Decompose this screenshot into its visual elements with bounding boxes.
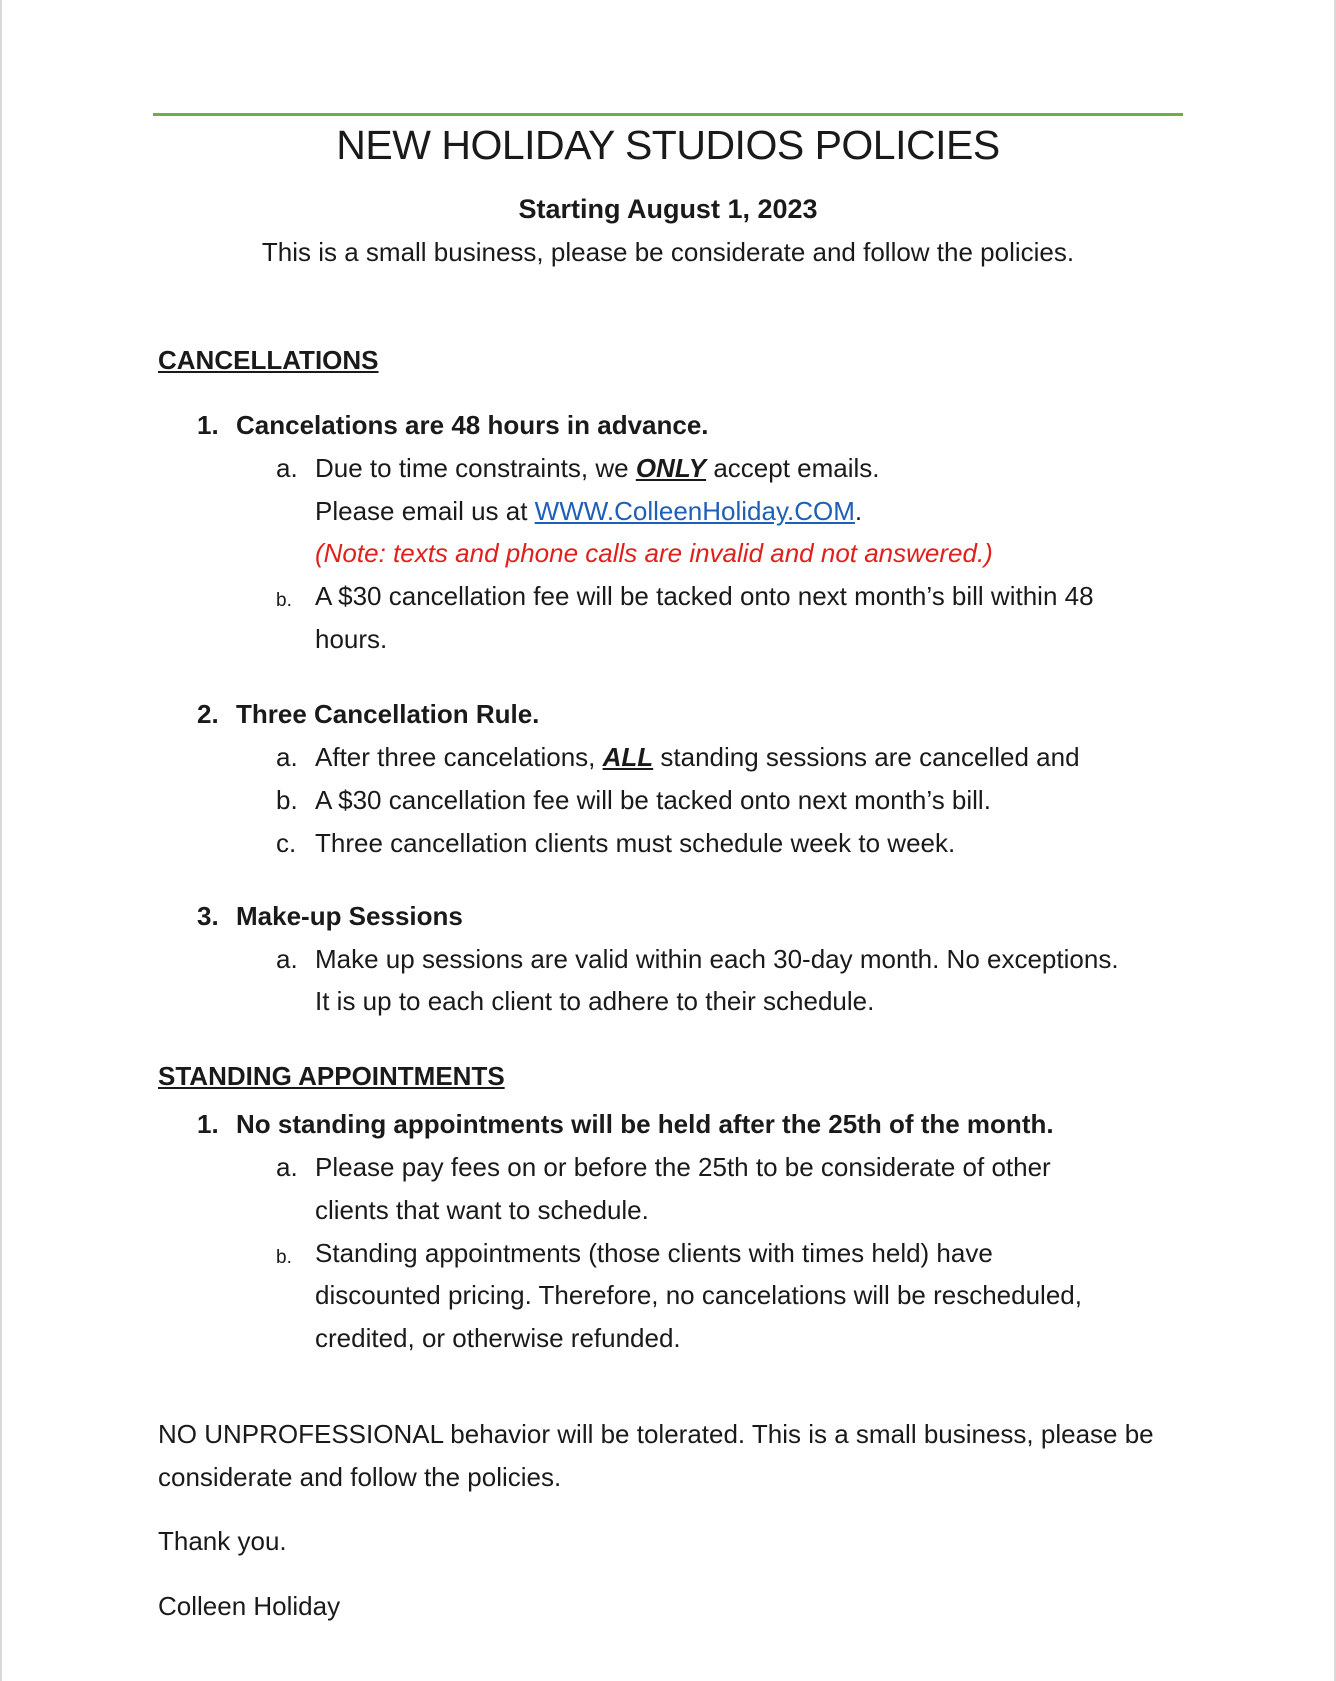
section-heading-standing: STANDING APPOINTMENTS <box>158 1061 505 1091</box>
list-item-text: Due to time constraints, we ONLY accept emails. <box>315 453 880 483</box>
list-item-text: Three cancellation clients must schedule week to week. <box>315 828 956 858</box>
list-item-text: discounted pricing. Therefore, no cancelations will be rescheduled, <box>315 1280 1082 1310</box>
list-letter: b. <box>276 590 292 611</box>
title-rule <box>153 113 1183 116</box>
section-heading-cancellations: CANCELLATIONS <box>158 345 379 375</box>
page-subtitle: Starting August 1, 2023 <box>518 194 818 224</box>
rule-title: Three Cancellation Rule. <box>236 699 540 729</box>
list-letter: b. <box>276 785 298 815</box>
list-number: 1. <box>197 1109 219 1139</box>
emphasis-all: ALL <box>602 742 654 772</box>
list-item-text: Standing appointments (those clients with times held) have <box>315 1238 993 1268</box>
list-item-text: clients that want to schedule. <box>315 1195 649 1225</box>
list-number: 2. <box>197 699 219 729</box>
rule-title: Cancelations are 48 hours in advance. <box>236 410 709 440</box>
list-letter: b. <box>276 1247 292 1268</box>
list-number: 1. <box>197 410 219 440</box>
list-letter: a. <box>276 944 298 974</box>
rule-title: Make-up Sessions <box>236 901 463 931</box>
closing-text: NO UNPROFESSIONAL behavior will be tolerated. This is a small business, please be <box>158 1419 1154 1449</box>
intro-text: This is a small business, please be considerate and follow the policies. <box>261 237 1075 267</box>
list-item-text: hours. <box>315 624 388 654</box>
list-letter: a. <box>276 742 298 772</box>
list-number: 3. <box>197 901 219 931</box>
list-item-text: It is up to each client to adhere to their schedule. <box>315 986 875 1016</box>
list-item-text: credited, or otherwise refunded. <box>315 1323 681 1353</box>
list-letter: a. <box>276 453 298 483</box>
rule-title: No standing appointments will be held after the 25th of the month. <box>236 1109 1054 1139</box>
list-item-text: Please pay fees on or before the 25th to be considerate of other <box>315 1152 1051 1182</box>
list-item-text: A $30 cancellation fee will be tacked onto next month’s bill. <box>315 785 991 815</box>
list-letter: c. <box>276 828 297 858</box>
list-item-text: A $30 cancellation fee will be tacked onto next month’s bill within 48 <box>315 581 1094 611</box>
list-item-text: Please email us at WWW.ColleenHoliday.COM. <box>315 496 863 526</box>
signature: Colleen Holiday <box>158 1591 341 1621</box>
list-letter: a. <box>276 1152 298 1182</box>
closing-text: considerate and follow the policies. <box>158 1462 562 1492</box>
thanks-text: Thank you. <box>158 1526 287 1556</box>
list-item-text: After three cancelations, ALL standing sessions are cancelled and <box>315 742 1080 772</box>
page-title: NEW HOLIDAY STUDIOS POLICIES <box>336 122 1000 168</box>
emphasis-only: ONLY <box>635 453 707 483</box>
list-item-text: Make up sessions are valid within each 30-day month. No exceptions. <box>315 944 1119 974</box>
website-link[interactable]: WWW.ColleenHoliday.COM <box>534 496 855 526</box>
note-text: (Note: texts and phone calls are invalid and not answered.) <box>315 538 993 568</box>
